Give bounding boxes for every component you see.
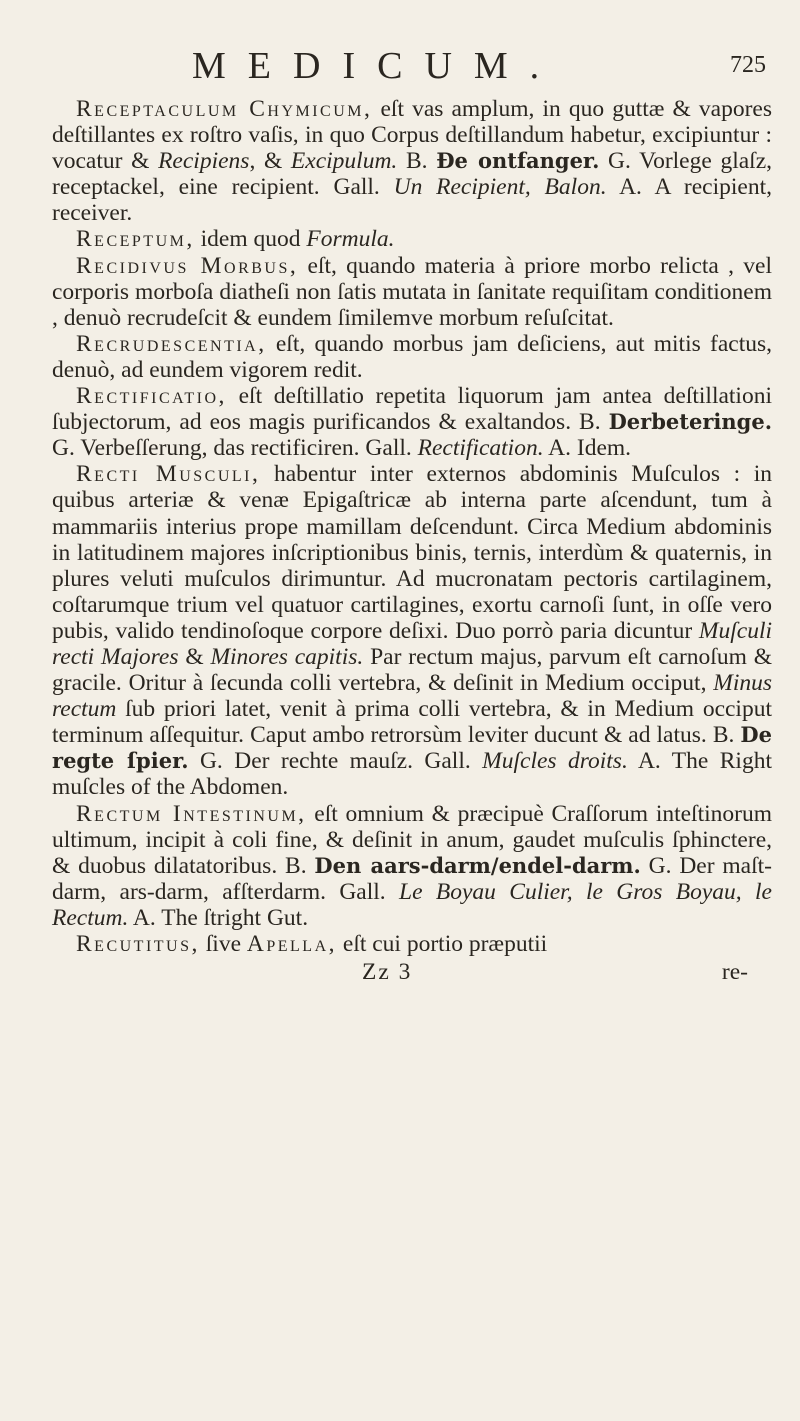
entry-text: eſt cui portio præputii — [337, 931, 548, 957]
entry-text: Ðe ontfanger. — [436, 148, 600, 174]
entry-text: G. Der maſt-darm, ars-darm, afſterdarm. Gall. — [52, 852, 772, 905]
entry-headword: Recti Musculi, — [76, 461, 261, 488]
entry-text: A. The ſtright Gut. — [128, 904, 309, 931]
entry-text: Derbeteringe. — [608, 409, 772, 435]
entry-headword: Recutitus, — [76, 931, 200, 957]
dictionary-entry — [52, 461, 772, 800]
page-header — [52, 44, 772, 96]
entry-text: Par rectum majus, parvum eſt carnoſum & gracile. Oritur à ſecunda colli vertebra, & deſinit in Medium occiput, — [52, 643, 772, 697]
entry-text: De regte ſpier. — [52, 722, 772, 774]
dictionary-entry — [52, 96, 772, 226]
entry-headword: Recidivus Morbus, — [76, 252, 299, 279]
entry-text: Muſcles droits. — [482, 748, 628, 775]
dictionary-entries — [52, 96, 772, 957]
entry-headword: Receptaculum Chymicum, — [76, 96, 373, 122]
entry-text: Rectification. — [417, 435, 544, 462]
dictionary-entry — [52, 226, 772, 252]
entry-text: Recipiens — [158, 148, 250, 175]
entry-text: A. A recipient, receiver. — [52, 174, 772, 227]
entry-headword: Rectificatio, — [76, 383, 227, 410]
entry-headword-variant: Apella, — [246, 931, 338, 957]
entry-text: Excipulum. — [290, 148, 398, 175]
entry-text: A. The Right muſcles of the Abdomen. — [52, 748, 772, 801]
entry-text: Formula. — [306, 226, 395, 253]
entry-text: B. — [397, 148, 437, 175]
entry-text: eſt deſtillatio repetita liquorum jam antea deſtillationi ſubjectorum, ad eos magis purificandos & exaltandos. B. — [52, 383, 772, 436]
entry-text: Un Recipient, Balon. — [393, 174, 607, 201]
entry-text: Le Boyau Culier, le Gros Boyau, le Rectum. — [52, 878, 772, 931]
entry-text: G. Vorlege glaſz, receptackel, eine recipient. Gall. — [52, 148, 773, 201]
entry-text: & — [178, 643, 211, 670]
entry-text: Minores capitis. — [210, 643, 364, 670]
entry-text: Den aars-darm/endel-darm. — [314, 852, 641, 878]
page-number: 725 — [730, 52, 766, 78]
entry-text: eſt omnium & præcipuè Craſſorum inteſtinorum ultimum, incipit à coli fine, & deſinit in anum, gaudet muſculis ſphinctere, & duobus dilatatoribus. B. — [52, 800, 773, 879]
entry-text: ſub priori latet, venit à prima colli vertebra, & in Medium occiput terminum aſſequitur. Caput ambo retrorsùm leviter ducunt & ad latus. B. — [52, 696, 772, 749]
entry-text: eſt vas amplum, in quo guttæ & vapores deſtillantes ex roſtro vaſis, in quo Corpus deſtillandum habetur, excipiuntur : vocatur & — [52, 96, 772, 175]
entry-text: , & — [249, 148, 291, 175]
dictionary-entry — [52, 331, 772, 383]
entry-text: eſt, quando materia à priore morbo relicta , vel corporis morboſa diatheſi non ſatis mutata in ſanitate requiſitam conditionem , denuò recrudeſcit & eundem ſimilemve morbum reſuſcitat. — [52, 252, 772, 331]
entry-text: Muſculi recti Majores — [52, 617, 772, 670]
catchword: re- — [721, 959, 748, 986]
entry-headword: Rectum Intestinum, — [76, 800, 307, 827]
entry-text: eſt, quando morbus jam deſiciens, aut mitis factus, denuò, ad eundem vigorem redit. — [52, 330, 772, 383]
entry-text: G. Der rechte mauſz. Gall. — [188, 748, 483, 775]
page-footer — [52, 959, 772, 989]
entry-headword: Receptum, — [76, 226, 195, 253]
dictionary-entry — [52, 253, 772, 331]
dictionary-entry — [52, 931, 772, 957]
dictionary-entry — [52, 801, 772, 931]
entry-text: idem quod — [194, 226, 307, 253]
entry-text: habentur inter externos abdominis Muſculos : in quibus arteriæ & venæ Epigaſtricæ ab interna parte aſcendunt, tum à mammariis interius prope mamillam deſcendunt. Circa Medium abdominis in latitudinem majores inſcriptionibus binis, ternis, interdùm & quaternis, in plures veluti muſculos dirimuntur. Ad mucronatam pectoris cartilaginem, coſtarumque trium vel quatuor cartilagines, exortu carnoſi ſunt, in oſſe vero pubis, valido tendinoſoque corpore deſixi. Duo porrò paria dicuntur — [52, 461, 773, 644]
entry-text: ſive — [199, 931, 247, 957]
entry-text: G. Verbeſſerung, das rectificiren. Gall. — [52, 435, 418, 462]
entry-text: Minus rectum — [52, 670, 772, 723]
dictionary-entry — [52, 383, 772, 461]
running-head: MEDICUM. — [192, 45, 562, 87]
signature-mark: Zz 3 — [362, 959, 413, 986]
entry-text: A. Idem. — [543, 435, 632, 462]
entry-headword: Recrudescentia, — [76, 330, 267, 357]
